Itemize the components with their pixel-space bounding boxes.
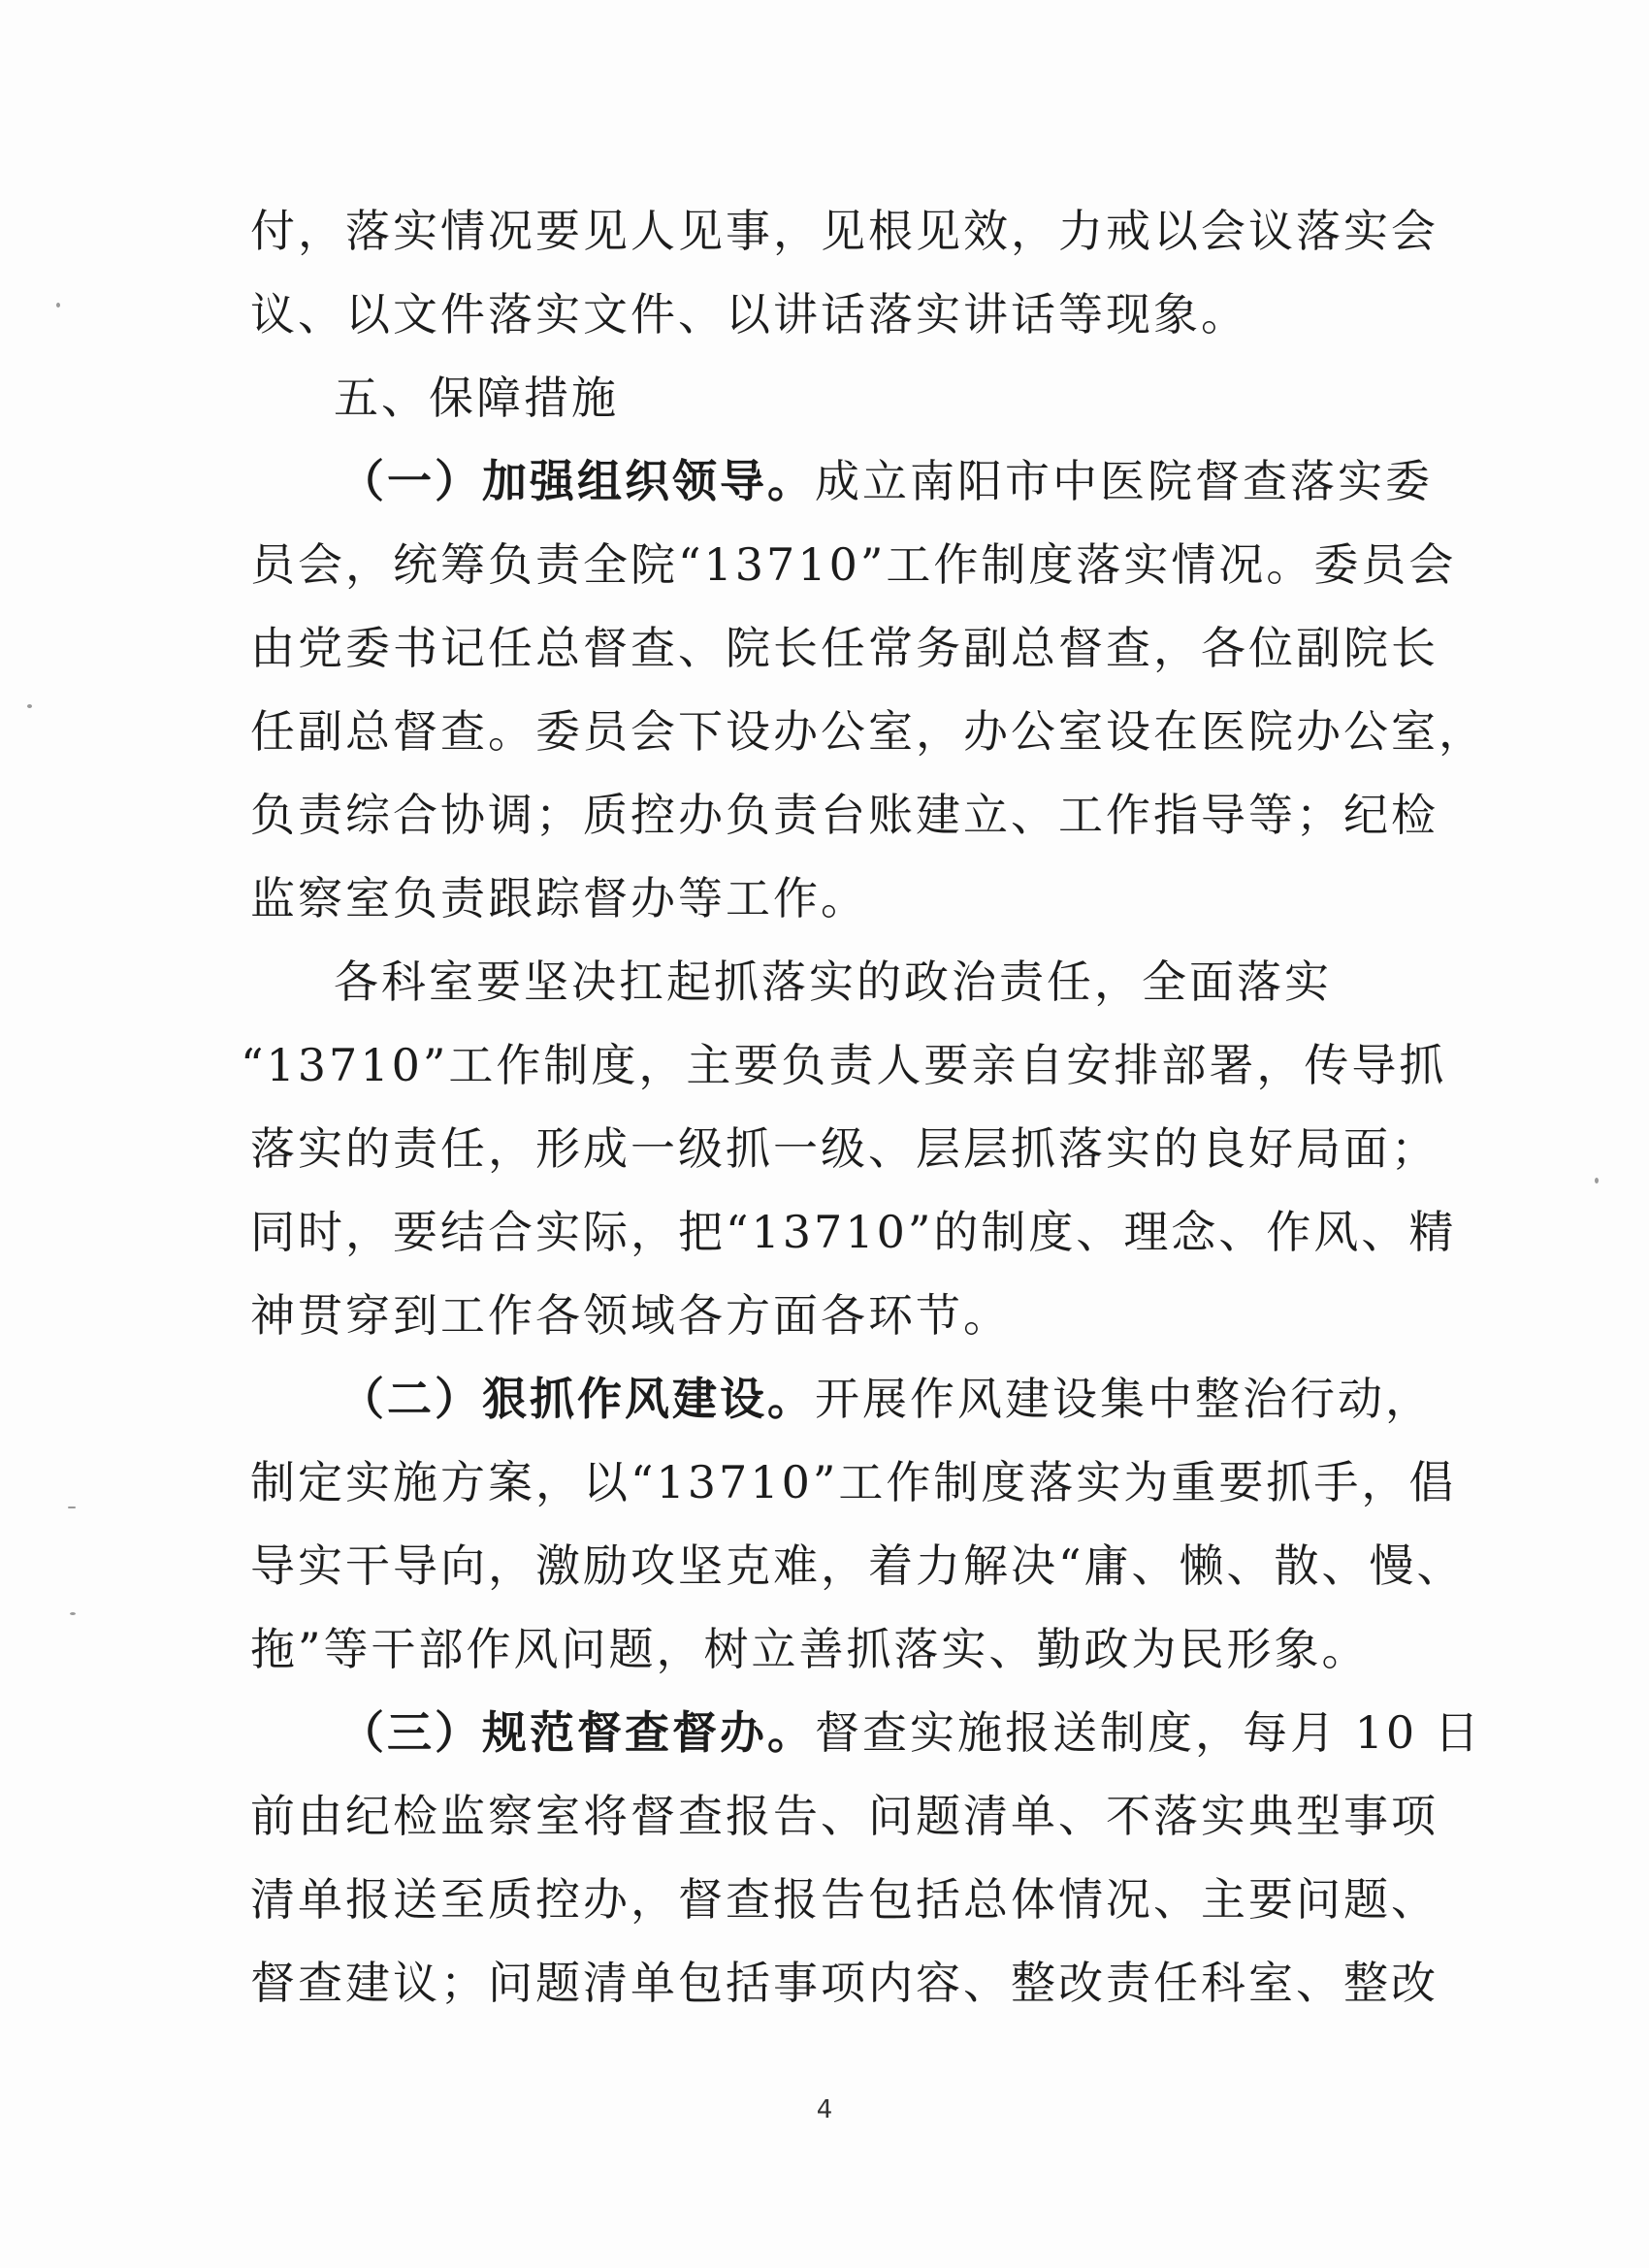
subheading-bold: （三）规范督查督办。 xyxy=(340,1706,815,1759)
line-text: 开展作风建设集中整治行动， xyxy=(815,1373,1433,1425)
line-text: 神贯穿到工作各领域各方面各环节。 xyxy=(250,1289,1011,1342)
line-text: 员会，统筹负责全院“13710”工作制度落实情况。委员会 xyxy=(250,538,1457,591)
line-text: 导实干导向，激励攻坚克难，着力解决“庸、懒、散、慢、 xyxy=(250,1539,1465,1592)
paragraph-first-line xyxy=(340,1370,1433,1428)
line-text: 议、以文件落实文件、以讲话落实讲话等现象。 xyxy=(250,288,1248,340)
heading-text: 五、保障措施 xyxy=(334,372,619,424)
line-text: 各科室要坚决扛起抓落实的政治责任，全面落实 xyxy=(334,956,1332,1008)
paragraph-first-line xyxy=(340,452,1433,510)
body-line xyxy=(250,786,1439,844)
body-line xyxy=(250,1286,1011,1345)
body-line xyxy=(250,1787,1439,1845)
body-line xyxy=(250,1954,1439,2012)
line-text: 付，落实情况要见人见事，见根见效，力戒以会议落实会 xyxy=(250,205,1439,257)
body-line xyxy=(250,619,1439,677)
body-line xyxy=(250,1537,1465,1595)
line-text: “13710”工作制度，主要负责人要亲自安排部署，传导抓 xyxy=(241,1039,1447,1091)
body-line xyxy=(250,1119,1439,1178)
body-line xyxy=(250,202,1439,260)
scan-speck xyxy=(1595,1178,1599,1183)
line-text: 清单报送至质控办，督查报告包括总体情况、主要问题、 xyxy=(250,1873,1439,1926)
scan-speck xyxy=(68,1507,76,1508)
section-heading xyxy=(334,369,619,427)
paragraph-first-line xyxy=(340,1703,1482,1762)
line-text: 负责综合协调；质控办负责台账建立、工作指导等；纪检 xyxy=(250,789,1439,841)
line-text: 由党委书记任总督查、院长任常务副总督查，各位副院长 xyxy=(250,622,1439,674)
body-line xyxy=(250,1870,1439,1928)
page-number: 4 xyxy=(816,2095,833,2124)
scan-speck xyxy=(70,1612,76,1615)
line-text: 成立南阳市中医院督查落实委 xyxy=(815,455,1433,507)
line-text: 前由纪检监察室将督查报告、问题清单、不落实典型事项 xyxy=(250,1790,1439,1842)
body-line xyxy=(250,535,1456,594)
line-text: 督查建议；问题清单包括事项内容、整改责任科室、整改 xyxy=(250,1957,1439,2009)
body-line xyxy=(241,1036,1446,1094)
line-text: 督查实施报送制度，每月 10 日 xyxy=(815,1706,1482,1759)
subheading-bold: （二）狠抓作风建设。 xyxy=(340,1373,815,1425)
subheading-bold: （一）加强组织领导。 xyxy=(340,455,815,507)
line-text: 同时，要结合实际，把“13710”的制度、理念、作风、精 xyxy=(250,1206,1457,1258)
body-line xyxy=(250,285,1248,343)
paragraph-first-line xyxy=(334,953,1332,1011)
body-line xyxy=(250,1620,1370,1678)
line-text: 任副总督查。委员会下设办公室，办公室设在医院办公室， xyxy=(250,705,1486,758)
line-text: 制定实施方案，以“13710”工作制度落实为重要抓手，倡 xyxy=(250,1456,1457,1508)
line-text: 落实的责任，形成一级抓一级、层层抓落实的良好局面； xyxy=(250,1122,1439,1175)
line-text: 拖”等干部作风问题，树立善抓落实、勤政为民形象。 xyxy=(250,1623,1370,1675)
scan-speck xyxy=(27,704,32,708)
body-line xyxy=(250,1203,1456,1261)
body-line xyxy=(250,1453,1456,1511)
body-line xyxy=(250,702,1486,761)
body-line xyxy=(250,869,868,927)
line-text: 监察室负责跟踪督办等工作。 xyxy=(250,872,868,924)
scan-speck xyxy=(56,303,60,308)
